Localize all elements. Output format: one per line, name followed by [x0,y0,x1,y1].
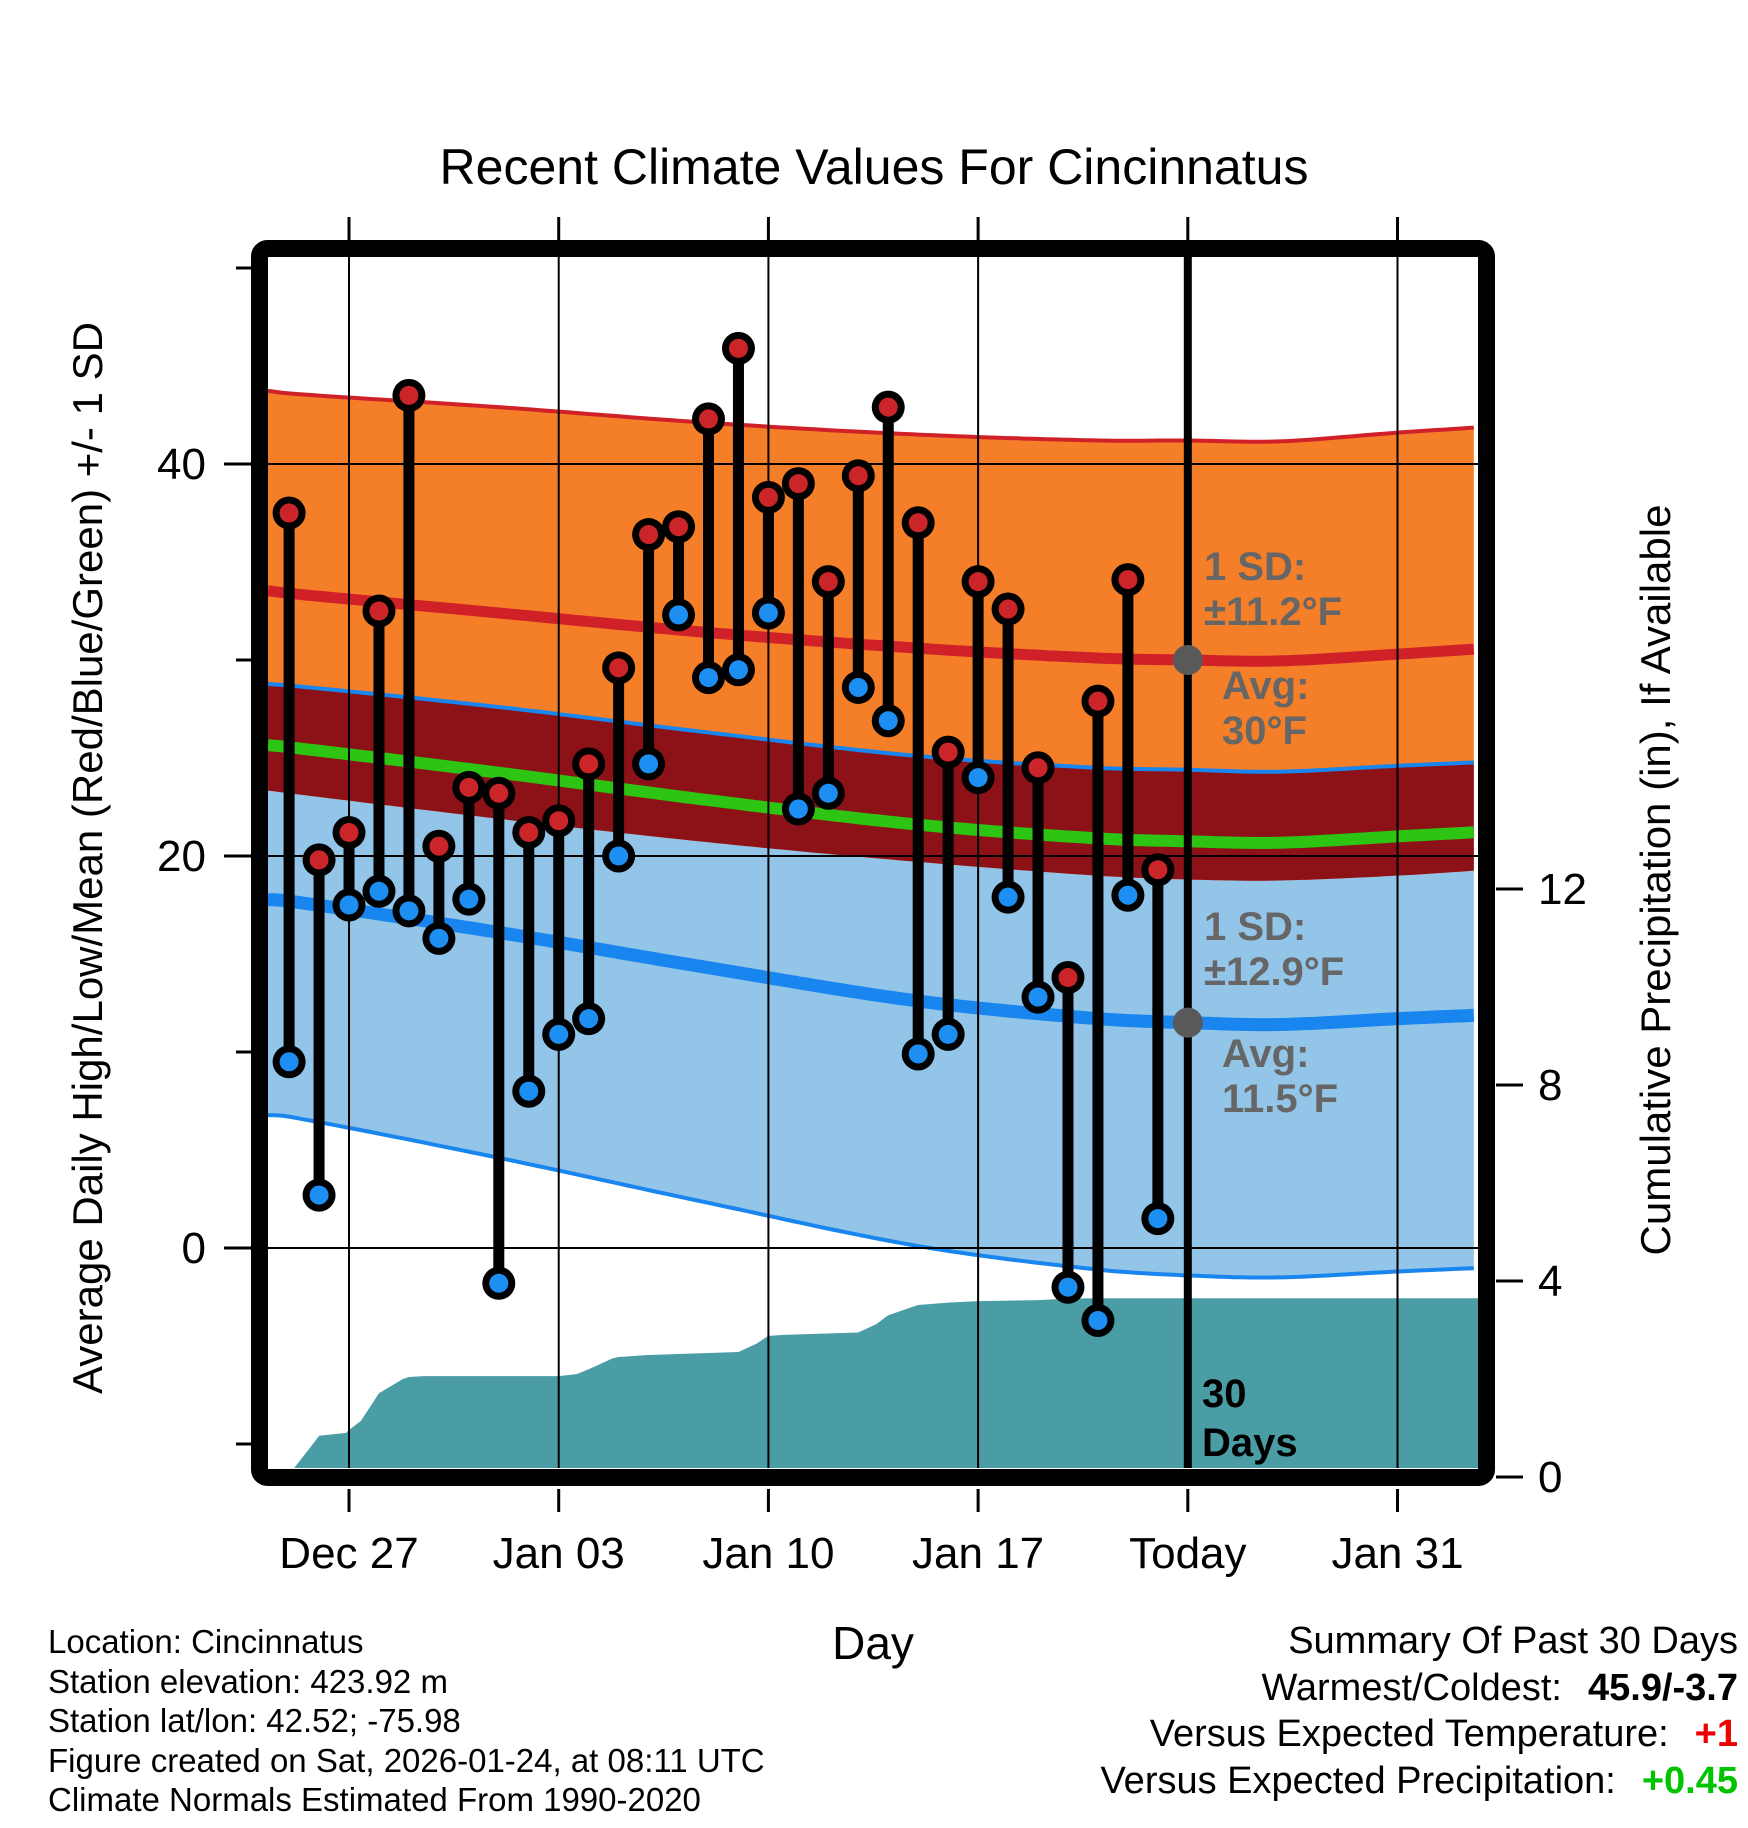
summary-row-vs-temp [1100,1711,1738,1758]
station-elevation: Station elevation: 423.92 m [48,1662,448,1700]
summary-label: Versus Expected Precipitation: [1100,1759,1616,1802]
daily-low-dot [1088,1311,1107,1330]
daily-high-dot [849,466,868,485]
daily-high-dot [669,517,688,536]
high-sd-line1: 1 SD: [1204,545,1307,589]
low-avg-annotation [1222,1032,1338,1122]
thirty-days-line1: 30 [1202,1372,1247,1416]
today-low-avg-dot [1173,1008,1203,1038]
daily-low-dot [969,768,988,787]
daily-high-dot [699,409,718,428]
daily-low-dot [699,668,718,687]
right-axis-tick-label: 0 [1538,1453,1563,1502]
daily-high-dot [519,823,538,842]
daily-low-dot [280,1052,299,1071]
daily-low-dot [639,754,658,773]
left-axis-tick-label: 0 [181,1224,206,1273]
summary-row-vs-precip [1100,1758,1738,1805]
thirty-days-line2: Days [1202,1421,1298,1465]
daily-high-dot [879,398,898,417]
daily-low-dot [789,799,808,818]
high-avg-line1: Avg: [1222,664,1310,708]
right-axis-tick-label: 4 [1538,1257,1563,1306]
right-axis-tick-label: 8 [1538,1061,1563,1110]
summary-value: +1 [1694,1713,1738,1755]
chart-title: Recent Climate Values For Cincinnatus [439,139,1309,195]
daily-high-dot [909,513,928,532]
daily-low-dot [429,929,448,948]
daily-high-dot [340,823,359,842]
daily-high-dot [939,743,958,762]
x-axis-tick-label: Jan 03 [492,1529,625,1578]
daily-low-dot [1148,1209,1167,1228]
daily-high-dot [429,837,448,856]
figure-created: Figure created on Sat, 2026-01-24, at 08:11 UTC [48,1741,765,1779]
daily-high-dot [819,572,838,591]
daily-low-dot [849,678,868,697]
daily-high-dot [969,572,988,591]
daily-high-dot [280,504,299,523]
daily-high-dot [729,339,748,358]
station-latlon: Station lat/lon: 42.52; -75.98 [48,1702,461,1739]
summary-label: Versus Expected Temperature: [1149,1713,1669,1755]
daily-high-dot [1029,758,1048,777]
cumulative-precip-area [280,1298,1487,1477]
summary-value: +0.45 [1641,1759,1738,1802]
daily-low-dot [310,1186,329,1205]
daily-high-dot [999,600,1018,619]
low-avg-line1: Avg: [1222,1032,1310,1076]
daily-high-dot [549,811,568,830]
high-avg-annotation [1222,664,1309,754]
daily-low-dot [999,888,1018,907]
daily-low-dot [579,1009,598,1028]
high-avg-line2: 30°F [1222,709,1307,753]
daily-low-dot [1058,1278,1077,1297]
daily-low-dot [759,603,778,622]
daily-high-dot [639,525,658,544]
daily-low-dot [1029,988,1048,1007]
low-sd-line1: 1 SD: [1204,905,1307,949]
daily-low-dot [399,901,418,920]
low-sd-line2: ±12.9°F [1204,950,1345,994]
daily-high-dot [789,474,808,493]
daily-high-dot [399,386,418,405]
daily-low-dot [549,1025,568,1044]
today-high-avg-dot [1173,645,1203,675]
right-axis-tick-label: 12 [1538,865,1587,914]
x-axis-tick-label: Jan 10 [702,1529,835,1578]
summary-row-warmest [1100,1665,1738,1712]
low-avg-line2: 11.5°F [1222,1077,1339,1121]
left-axis-tick-label: 40 [157,440,206,489]
daily-high-dot [1058,968,1077,987]
daily-high-dot [579,754,598,773]
thirty-days-annotation [1202,1370,1298,1468]
daily-low-dot [819,784,838,803]
daily-low-dot [909,1044,928,1063]
daily-low-dot [939,1025,958,1044]
right-axis-title: Cumulative Precipitation (in), If Available [1632,504,1679,1256]
daily-low-dot [489,1274,508,1293]
daily-high-dot [459,778,478,797]
daily-high-dot [369,602,388,621]
precipitation-layer [280,1298,1487,1477]
climate-normals: Climate Normals Estimated From 1990-2020 [48,1781,701,1818]
daily-low-dot [729,660,748,679]
high-sd-line2: ±11.2°F [1204,590,1343,634]
left-axis-title: Average Daily High/Low/Mean (Red/Blue/Green) +/- 1 SD [64,322,111,1394]
daily-high-dot [609,658,628,677]
daily-low-dot [369,882,388,901]
x-axis-tick-label: Jan 17 [912,1529,1045,1578]
daily-low-dot [459,890,478,909]
daily-high-dot [310,850,329,869]
summary-label: Warmest/Coldest: [1261,1666,1562,1709]
high-sd-annotation [1204,545,1342,635]
daily-low-dot [1118,886,1137,905]
daily-low-dot [519,1082,538,1101]
x-axis-tick-label: Today [1129,1529,1247,1578]
daily-high-dot [1148,860,1167,879]
daily-high-dot [759,488,778,507]
daily-low-dot [879,711,898,730]
x-axis-title: Day [832,1617,914,1669]
summary-value: 45.9/-3.7 [1588,1666,1738,1709]
x-axis-tick-label: Dec 27 [279,1529,419,1578]
daily-high-dot [489,784,508,803]
daily-low-dot [340,896,359,915]
summary-title: Summary Of Past 30 Days [1288,1620,1738,1662]
daily-low-dot [669,605,688,624]
summary-block [1100,1618,1738,1804]
x-axis-tick-label: Jan 31 [1331,1529,1464,1578]
low-sd-annotation [1204,905,1344,995]
left-axis-tick-label: 20 [157,832,206,881]
daily-low-dot [609,847,628,866]
daily-high-dot [1088,692,1107,711]
station-location: Location: Cincinnatus [48,1623,364,1660]
daily-high-dot [1118,570,1137,589]
station-info [48,1622,765,1820]
